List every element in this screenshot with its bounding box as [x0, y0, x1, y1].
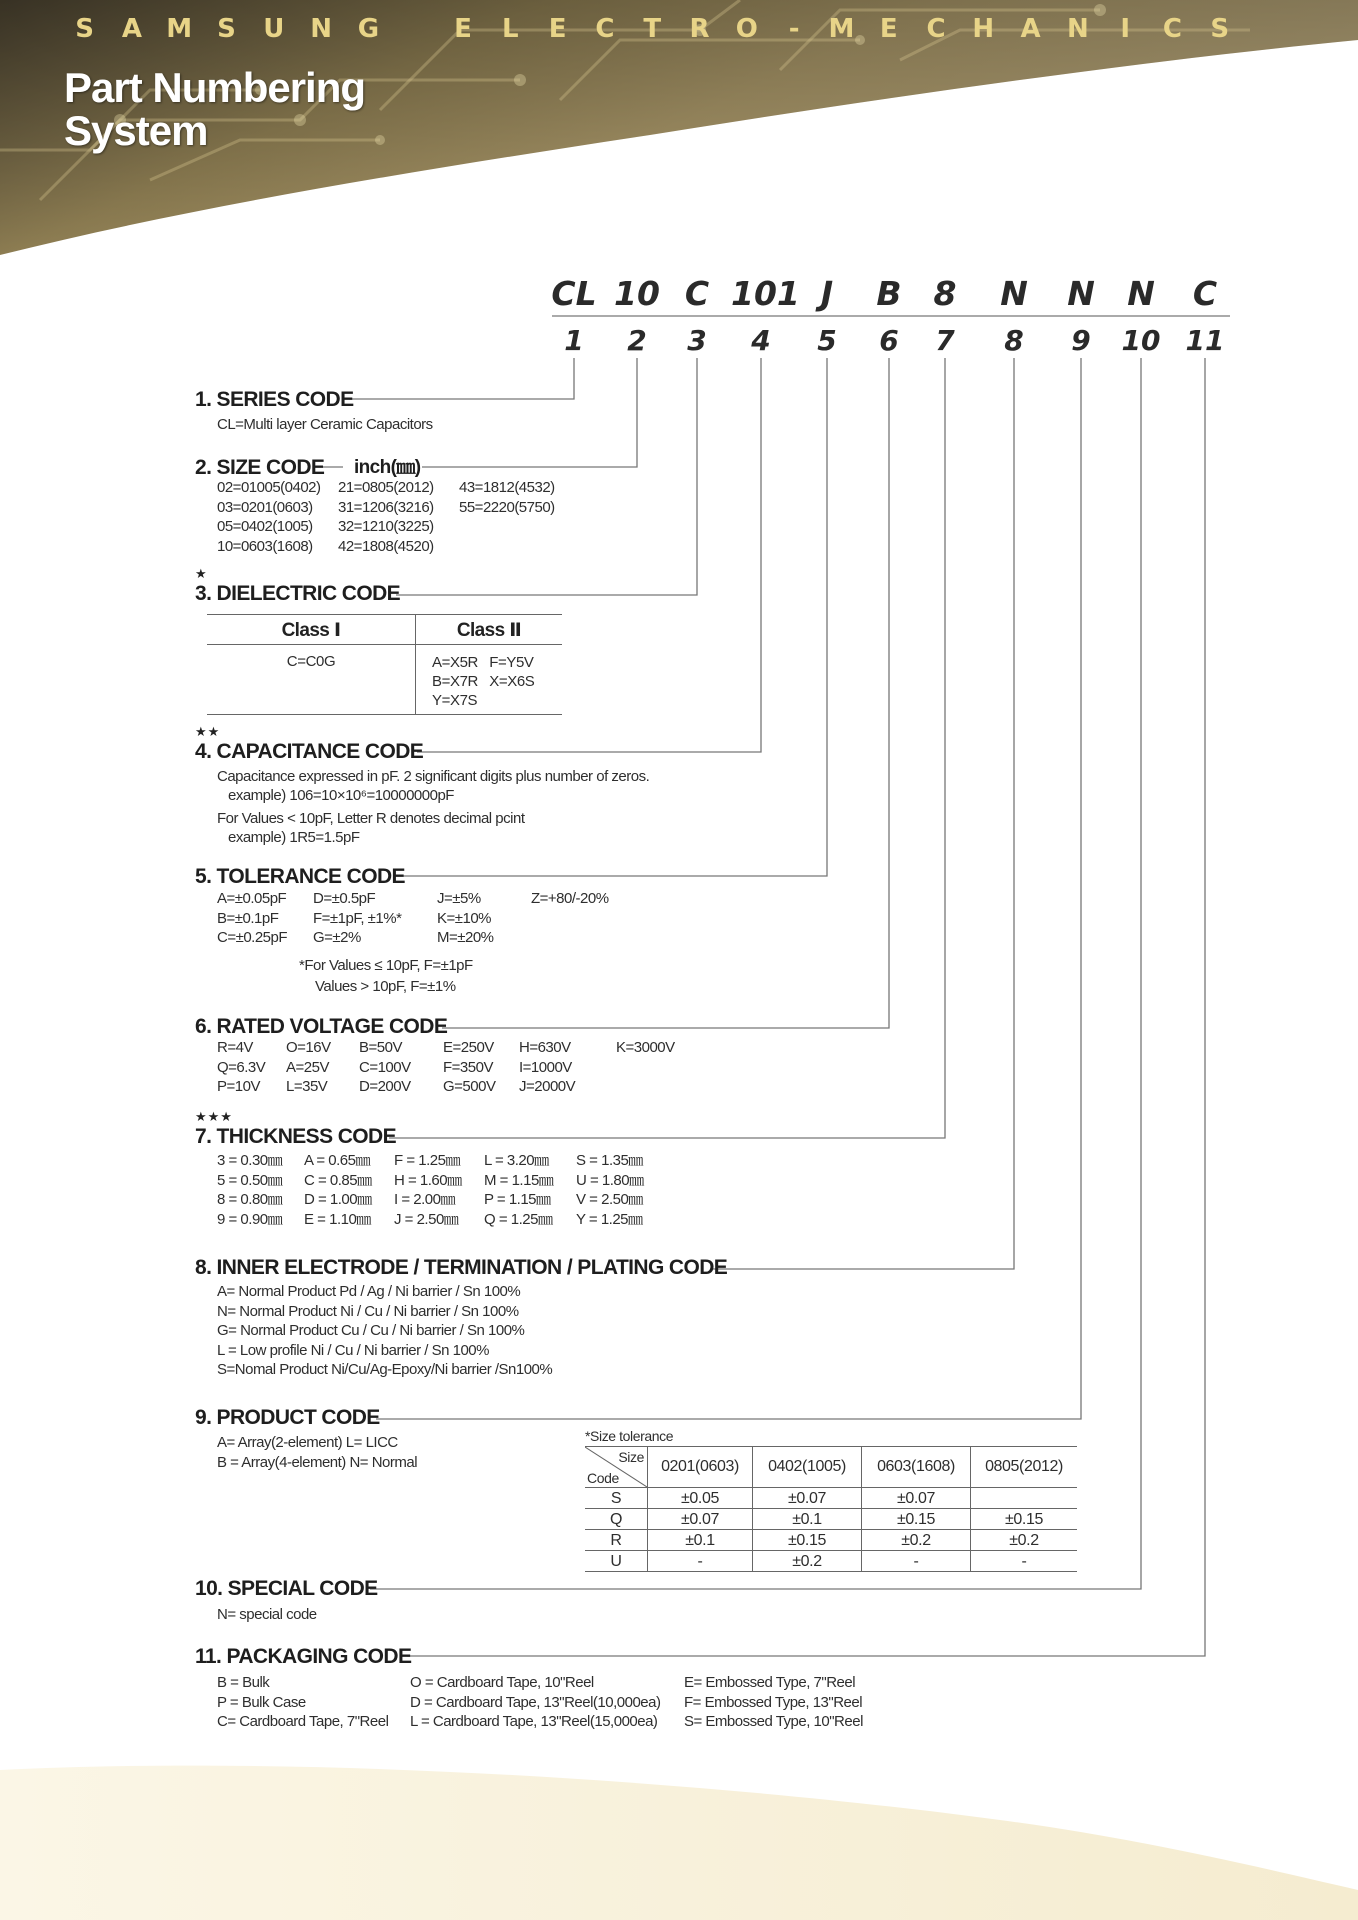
capacitance-code-heading: 4. CAPACITANCE CODE — [195, 740, 424, 763]
size-tolerance-table — [585, 1446, 1077, 1572]
size-tolerance-code: S — [585, 1488, 648, 1509]
brand-letter: N — [310, 14, 335, 44]
tolerance-code-heading: 5. TOLERANCE CODE — [195, 865, 405, 888]
size-tolerance-value: ±0.2 — [753, 1551, 862, 1572]
connector-3 — [396, 358, 697, 595]
part-number-segment: 101 — [731, 274, 800, 313]
size-code-item: 42=1808(4520) — [338, 537, 434, 555]
thickness-code-item: 5 = 0.50㎜ — [217, 1171, 283, 1189]
voltage-code-item: G=500V — [443, 1078, 496, 1096]
tolerance-note-2: Values > 10pF, F=±1% — [315, 978, 456, 995]
product-lines — [217, 1433, 417, 1472]
thickness-col-4 — [484, 1151, 553, 1229]
size-tolerance-header: 0402(1005) — [753, 1447, 862, 1488]
dielectric-code-heading: 3. DIELECTRIC CODE — [195, 582, 401, 605]
class2-value: Y=X7S — [432, 692, 478, 709]
voltage-code-item: B=50V — [359, 1039, 402, 1056]
brand-letter: C — [1162, 14, 1185, 44]
packaging-col-3 — [684, 1673, 863, 1732]
brand-letter: N — [1067, 14, 1091, 44]
packaging-code-item: B = Bulk — [217, 1674, 270, 1691]
voltage-code-item: K=3000V — [616, 1039, 675, 1056]
special-code-heading: 10. SPECIAL CODE — [195, 1577, 378, 1600]
brand-letter: E — [454, 14, 474, 44]
special-code-text: N= special code — [217, 1606, 317, 1623]
part-number-position: 4 — [751, 324, 771, 357]
size-tolerance-header: 0201(0603) — [648, 1447, 753, 1488]
thickness-code-item: U = 1.80㎜ — [576, 1171, 644, 1189]
voltage-col-4 — [443, 1038, 495, 1097]
part-number-segment: C — [1192, 274, 1218, 313]
brand-letter: I — [1120, 14, 1133, 44]
connector-2 — [422, 358, 637, 467]
part-number-position: 6 — [879, 324, 899, 357]
capacitance-stars: ★★ — [195, 724, 221, 739]
size-tolerance-value: ±0.07 — [862, 1488, 971, 1509]
class1-value: C=C0G — [286, 653, 336, 670]
thickness-code-item: V = 2.50㎜ — [576, 1191, 643, 1209]
packaging-code-item: D = Cardboard Tape, 13"Reel(10,000ea) — [410, 1693, 661, 1711]
size-code-item: 31=1206(3216) — [338, 498, 434, 516]
tolerance-code-item: C=±0.25pF — [217, 929, 288, 947]
thickness-code-item: P = 1.15㎜ — [484, 1191, 551, 1209]
size-code-item: 03=0201(0603) — [217, 498, 313, 516]
brand-letter: C — [926, 14, 948, 44]
class1-values — [207, 645, 416, 715]
packaging-code-item: S= Embossed Type, 10"Reel — [684, 1713, 863, 1731]
voltage-col-1 — [217, 1038, 265, 1097]
size-tolerance-value: ±0.2 — [971, 1530, 1078, 1551]
tolerance-code-item: Z=+80/-20% — [531, 890, 609, 907]
connector-1 — [349, 358, 574, 399]
tolerance-code-item: M=±20% — [437, 929, 494, 947]
packaging-code-item: P = Bulk Case — [217, 1693, 306, 1711]
size-tolerance-value: ±0.15 — [753, 1530, 862, 1551]
voltage-code-item: L=35V — [286, 1078, 328, 1096]
electrode-code-item: N= Normal Product Ni / Cu / Ni barrier / Sn 100% — [217, 1302, 519, 1320]
brand-letter: R — [689, 14, 712, 44]
voltage-col-6 — [616, 1038, 675, 1058]
size-tolerance-value: ±0.07 — [648, 1509, 753, 1530]
size-col-2 — [338, 478, 434, 556]
corner-size-label: Size — [618, 1449, 644, 1465]
brand-letter: G — [357, 14, 382, 44]
size-tolerance-value — [971, 1488, 1078, 1509]
thickness-code-item: Y = 1.25㎜ — [576, 1210, 643, 1228]
connector-7 — [389, 358, 945, 1138]
part-number-position: 1 — [564, 324, 584, 357]
thickness-code-item: C = 0.85㎜ — [304, 1171, 372, 1189]
thickness-code-item: L = 3.20㎜ — [484, 1152, 549, 1169]
packaging-code-item: E= Embossed Type, 7"Reel — [684, 1674, 856, 1691]
size-tolerance-caption: *Size tolerance — [585, 1428, 674, 1444]
size-code-item: 43=1812(4532) — [459, 479, 555, 496]
part-number-position: 7 — [935, 324, 955, 357]
tolerance-code-item: K=±10% — [437, 909, 492, 927]
size-code-item: 10=0603(1608) — [217, 537, 313, 555]
class2-header: Class Ⅱ — [416, 615, 563, 645]
brand-letter: E — [548, 14, 569, 44]
voltage-code-item: R=4V — [217, 1039, 253, 1056]
voltage-code-item: D=200V — [359, 1078, 411, 1096]
size-tolerance-value: ±0.15 — [862, 1509, 971, 1530]
class2-value: A=X5R F=Y5V — [432, 654, 534, 671]
electrode-code-item: A= Normal Product Pd / Ag / Ni barrier / Sn 100% — [217, 1283, 521, 1300]
brand-letter: L — [502, 14, 521, 44]
part-number-segment: N — [1127, 274, 1155, 313]
brand-letter: O — [735, 14, 760, 44]
part-number-position: 5 — [817, 324, 837, 357]
size-code-unit: inch(㎜) — [354, 457, 421, 478]
electrode-code-heading: 8. INNER ELECTRODE / TERMINATION / PLATING CODE — [195, 1256, 728, 1279]
thickness-code-item: S = 1.35㎜ — [576, 1152, 643, 1169]
part-number-segment: C — [684, 274, 710, 313]
product-code-item: B = Array(4-element) N= Normal — [217, 1453, 418, 1471]
tolerance-code-item: J=±5% — [437, 890, 481, 907]
part-number-position: 8 — [1004, 324, 1024, 357]
thickness-code-item: 9 = 0.90㎜ — [217, 1210, 283, 1228]
packaging-code-heading: 11. PACKAGING CODE — [195, 1645, 412, 1668]
thickness-code-item: I = 2.00㎜ — [394, 1191, 455, 1209]
connector-8 — [710, 358, 1014, 1269]
size-tolerance-header-row — [585, 1447, 1077, 1488]
voltage-code-item: C=100V — [359, 1058, 411, 1076]
class2-value: B=X7R X=X6S — [432, 673, 535, 690]
size-tolerance-header: 0603(1608) — [862, 1447, 971, 1488]
tolerance-col-3 — [437, 889, 494, 948]
brand-letter: M — [166, 14, 195, 44]
size-tolerance-row — [585, 1530, 1077, 1551]
tolerance-col-4 — [531, 889, 609, 909]
size-tolerance-value: ±0.1 — [648, 1530, 753, 1551]
capacitance-line-1: Capacitance expressed in pF. 2 significant digits plus number of zeros. — [217, 768, 650, 785]
page-title-line2: System — [64, 107, 208, 154]
thickness-code-item: F = 1.25㎜ — [394, 1152, 460, 1169]
tolerance-code-item: A=±0.05pF — [217, 890, 287, 907]
electrode-code-item: L = Low profile Ni / Cu / Ni barrier / Sn 100% — [217, 1341, 489, 1359]
size-tolerance-value: ±0.2 — [862, 1530, 971, 1551]
thickness-col-5 — [576, 1151, 644, 1229]
series-code-text: CL=Multi layer Ceramic Capacitors — [217, 416, 433, 433]
voltage-code-item: Q=6.3V — [217, 1058, 266, 1076]
size-tolerance-value: ±0.07 — [753, 1488, 862, 1509]
brand-letter: S — [75, 14, 97, 44]
size-code-item: 02=01005(0402) — [217, 479, 321, 496]
page-title-line1: Part Numbering — [64, 64, 366, 111]
voltage-col-5 — [519, 1038, 575, 1097]
part-number-segment: N — [1000, 274, 1028, 313]
size-tolerance-value: ±0.1 — [753, 1509, 862, 1530]
part-number-segment: N — [1067, 274, 1095, 313]
tolerance-code-item: F=±1pF, ±1%* — [313, 909, 402, 927]
size-tolerance-value: ±0.15 — [971, 1509, 1078, 1530]
packaging-col-2 — [410, 1673, 660, 1732]
connector-10 — [370, 358, 1141, 1589]
series-code-heading: 1. SERIES CODE — [195, 388, 354, 411]
thickness-code-item: D = 1.00㎜ — [304, 1191, 372, 1209]
thickness-code-item: 3 = 0.30㎜ — [217, 1152, 283, 1169]
size-tolerance-header: 0805(2012) — [971, 1447, 1078, 1488]
corner-code-label: Code — [587, 1470, 619, 1486]
voltage-col-3 — [359, 1038, 411, 1097]
size-col-3 — [459, 478, 555, 517]
tolerance-col-2 — [313, 889, 401, 948]
size-tolerance-row — [585, 1488, 1077, 1509]
part-number-position: 3 — [687, 324, 707, 357]
size-tolerance-value: ±0.05 — [648, 1488, 753, 1509]
part-number-position: 11 — [1185, 324, 1225, 357]
voltage-col-2 — [286, 1038, 331, 1097]
packaging-code-item: L = Cardboard Tape, 13"Reel(15,000ea) — [410, 1713, 658, 1731]
part-number-segment: CL — [551, 274, 597, 313]
voltage-code-item: F=350V — [443, 1058, 493, 1076]
dielectric-table — [207, 614, 562, 715]
size-tolerance-code: U — [585, 1551, 648, 1572]
capacitance-line-4: example) 1R5=1.5pF — [228, 829, 360, 846]
part-number-segment: J — [820, 274, 834, 313]
size-tolerance-value: - — [648, 1551, 753, 1572]
thickness-code-item: Q = 1.25㎜ — [484, 1210, 553, 1228]
brand-letter: H — [972, 14, 997, 44]
product-code-item: A= Array(2-element) L= LICC — [217, 1434, 398, 1451]
tolerance-note-1: *For Values ≤ 10pF, F=±1pF — [299, 957, 473, 974]
part-number-segment: 10 — [614, 274, 660, 313]
brand-letter: T — [643, 14, 664, 44]
tolerance-col-1 — [217, 889, 287, 948]
dielectric-stars: ★ — [195, 566, 208, 581]
size-code-item: 32=1210(3225) — [338, 518, 434, 536]
voltage-code-item: H=630V — [519, 1039, 571, 1056]
product-code-heading: 9. PRODUCT CODE — [195, 1406, 380, 1429]
part-number-segment: 8 — [933, 274, 957, 313]
class2-values — [416, 645, 563, 715]
size-code-item: 05=0402(1005) — [217, 518, 313, 536]
size-tolerance-code: R — [585, 1530, 648, 1551]
brand-letter: S — [217, 14, 238, 44]
part-number-position: 10 — [1121, 324, 1161, 357]
thickness-col-1 — [217, 1151, 282, 1229]
size-code-item: 21=0805(2012) — [338, 479, 434, 496]
thickness-code-item: J = 2.50㎜ — [394, 1210, 459, 1228]
brand-letter: A — [1020, 14, 1043, 44]
voltage-code-item: A=25V — [286, 1058, 329, 1076]
size-tolerance-row — [585, 1551, 1077, 1572]
brand-letter: C — [595, 14, 617, 44]
brand-letter: A — [121, 14, 144, 44]
brand-letter: S — [1210, 14, 1232, 44]
thickness-code-item: M = 1.15㎜ — [484, 1171, 554, 1189]
packaging-code-item: O = Cardboard Tape, 10"Reel — [410, 1674, 594, 1691]
brand-letter: E — [879, 14, 900, 44]
size-tolerance-value: - — [971, 1551, 1078, 1572]
corner-diagonal — [585, 1447, 647, 1487]
brand-letter: U — [263, 14, 287, 44]
packaging-code-item: F= Embossed Type, 13"Reel — [684, 1693, 863, 1711]
thickness-code-item: H = 1.60㎜ — [394, 1171, 462, 1189]
size-tolerance-value: - — [862, 1551, 971, 1572]
brand-letter: M — [828, 14, 857, 44]
voltage-code-item: I=1000V — [519, 1058, 572, 1076]
size-col-1 — [217, 478, 321, 556]
tolerance-code-item: D=±0.5pF — [313, 890, 376, 907]
thickness-col-2 — [304, 1151, 372, 1229]
part-number-segment: B — [876, 274, 902, 313]
capacitance-line-2: example) 106=10×10⁶=10000000pF — [228, 787, 454, 804]
thickness-code-item: A = 0.65㎜ — [304, 1152, 370, 1169]
tolerance-code-item: B=±0.1pF — [217, 909, 279, 927]
size-code-item: 55=2220(5750) — [459, 498, 555, 516]
electrode-code-item: S=Nomal Product Ni/Cu/Ag-Epoxy/Ni barrier /Sn100% — [217, 1361, 553, 1379]
voltage-code-item: E=250V — [443, 1039, 494, 1056]
size-code-heading: 2. SIZE CODE — [195, 456, 325, 479]
voltage-code-heading: 6. RATED VOLTAGE CODE — [195, 1015, 448, 1038]
thickness-stars: ★★★ — [195, 1109, 233, 1124]
electrode-code-item: G= Normal Product Cu / Cu / Ni barrier / Sn 100% — [217, 1322, 525, 1340]
size-tolerance-code: Q — [585, 1509, 648, 1530]
packaging-col-1 — [217, 1673, 388, 1732]
thickness-code-item: 8 = 0.80㎜ — [217, 1191, 283, 1209]
voltage-code-item: J=2000V — [519, 1078, 576, 1096]
thickness-code-item: E = 1.10㎜ — [304, 1210, 371, 1228]
capacitance-line-3: For Values < 10pF, Letter R denotes decimal pcint — [217, 810, 525, 827]
electrode-lines — [217, 1282, 552, 1380]
brand-letter: - — [788, 14, 802, 44]
size-tolerance-corner — [585, 1447, 648, 1488]
size-tolerance-row — [585, 1509, 1077, 1530]
thickness-code-heading: 7. THICKNESS CODE — [195, 1125, 396, 1148]
tolerance-code-item: G=±2% — [313, 929, 361, 947]
voltage-code-item: O=16V — [286, 1039, 331, 1056]
packaging-code-item: C= Cardboard Tape, 7"Reel — [217, 1713, 389, 1731]
class1-header: Class Ⅰ — [207, 615, 416, 645]
part-number-position: 9 — [1071, 324, 1091, 357]
thickness-col-3 — [394, 1151, 462, 1229]
voltage-code-item: P=10V — [217, 1078, 260, 1096]
part-number-position: 2 — [627, 324, 647, 357]
